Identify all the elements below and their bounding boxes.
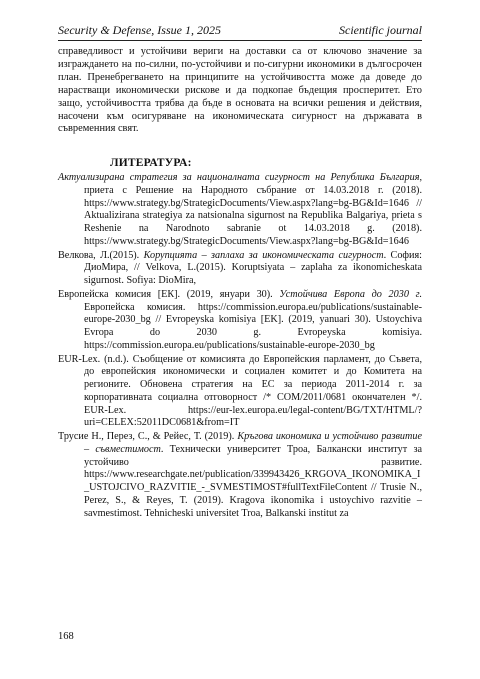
reference-list [58,172,422,521]
literature-heading: ЛИТЕРАТУРА: [110,157,192,169]
body-paragraph: справедливост и устойчиви вериги на доставки са от ключово значение за изграждането на по-силни, по-устойчиви и по-сигурни икономики в дългосрочен план. Пренебрегването на принципите на устойчивостта може да доведе до нарастващи икономически рискове и да подкопае бъдещия просперитет. Ето защо, устойчивостта трябва да бъде в основата на всички решения и действия, насочени към осигуряване на икономическата сигурност на държавата в съвременния свят. [58,46,422,135]
journal-issue-label: Security & Defense, Issue 1, 2025 [58,23,221,37]
reference-item-3: Европейска комисия [ЕК]. (2019, януари 30). Устойчива Европа до 2030 г. Европейска комисия. https://commission.europa.eu/publications/sustainable-europe-2030_bg // Evropeyska komisiya [EK]. (2019, yanuari 30). Ustoychiva Evropa do 2030 g. Evropeyska komisiya. https://commission.europa.eu/publications/sustainable-europe-2030_bg [58,288,422,351]
page-number: 168 [58,631,74,642]
reference-item-2: Велкова, Л.(2015). Корупцията – заплаха за икономическата сигурност. София: ДиоМира, // Velkova, L.(2015). Koruptsiyata – zaplaha za ikonomicheskata sigurnost. Sofiya: DioMira, [58,249,422,286]
reference-item-4: EUR-Lex. (n.d.). Съобщение от комисията до Европейския парламент, до Съвета, до европейския икономически и социален комитет и до Комитета на регионите. Обновена стратегия на ЕС за периода 2011-2014 г. за корпоративната социална отговорност /* COM/2011/0681 окончателен */. EUR-Lex. https://eur-lex.europa.eu/legal-content/BG/TXT/HTML/?uri=CELEX:52011DC0681&from=IT [58,353,422,429]
journal-type-label: Scientific journal [339,23,422,37]
reference-item-5: Трусие Н., Перез, С., & Рейес, Т. (2019). Кръгова икономика и устойчиво развитие – съвместимост. Технически университет Троа, Балкански институт за устойчиво развитие. https://www.researchgate.net/publication/339943426_KRGOVA_IKONOMIKA_I_USTOJCIVO_RAZVITIE_-_SVMESTIMOST#fullTextFileContent // Trusie N., Perez, S., & Reyes, T. (2019). Kragova ikonomika i ustoychivo razvitie – savmestimost. Tehnicheski universitet Troa, Balkanski institut za [58,431,423,519]
body-text [58,46,422,136]
reference-item-1: Актуализирана стратегия за националната сигурност на Република България, приета с Решение на Народното събрание от 14.03.2018 г. (2018). https://www.strategy.bg/StrategicDocuments/View.aspx?lang=bg-BG&Id=1646 // Aktualizirana strategiya za natsionalna sigurnost na Republika Balgariya, prieta s Reshenie na Narodnoto sabranie ot 14.03.2018 g. (2018). https://www.strategy.bg/StrategicDocuments/View.aspx?lang=bg-BG&Id=1646 [58,172,422,247]
running-header [58,22,422,41]
